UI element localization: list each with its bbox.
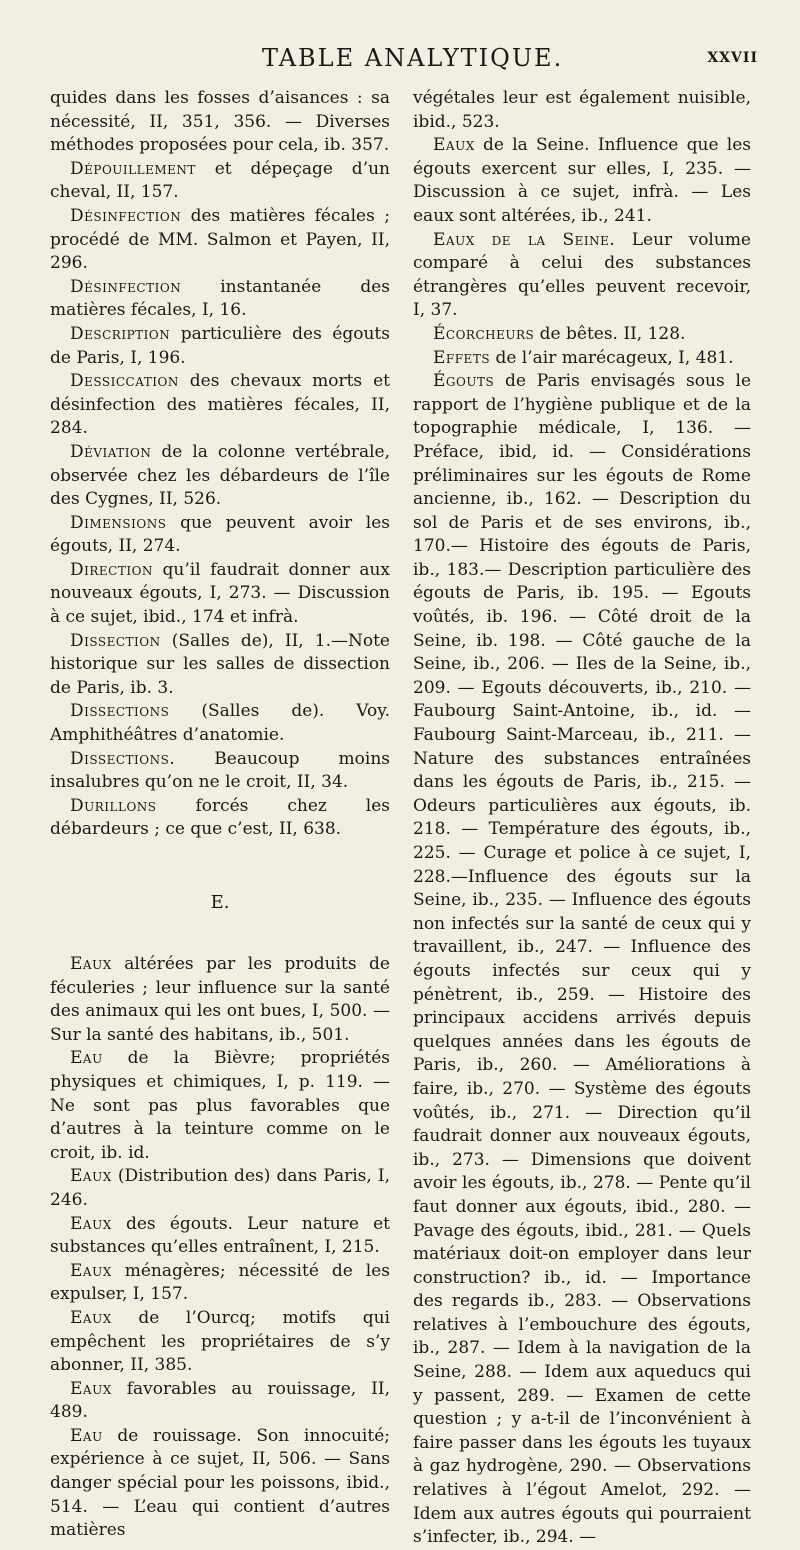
entry-headword: Durillons	[70, 795, 157, 816]
entry-headword: Dissections.	[70, 748, 176, 769]
left-entries-before	[50, 87, 390, 842]
entry-text: de l’air marécageux, I, 481.	[490, 347, 734, 368]
entry-headword: Déviation	[70, 441, 152, 462]
entry-text: de bêtes. II, 128.	[534, 323, 686, 344]
entry-headword: Dissections	[70, 701, 170, 722]
index-entry	[413, 370, 751, 1550]
index-entry	[50, 1307, 390, 1378]
index-entry	[50, 370, 390, 441]
index-entry	[50, 87, 390, 158]
entry-text: de la Bièvre; propriétés physiques et chimiques, I, p. 119. — Ne sont pas plus favorables que d’autres à la teinture comme on le croit, ib. id.	[50, 1048, 390, 1163]
index-entry	[50, 1260, 390, 1307]
index-entry	[50, 630, 390, 701]
entry-text: de l’Ourcq; motifs qui empêchent les propriétaires de s’y abonner, II, 385.	[50, 1307, 390, 1376]
entry-text: de la colonne vertébrale, observée chez les débardeurs de l’île des Cygnes, II, 526.	[50, 441, 390, 510]
index-entry	[50, 953, 390, 1047]
entry-headword: Eau	[70, 1425, 103, 1446]
index-entry	[50, 748, 390, 795]
entry-text: qu’il faudrait donner aux nouveaux égouts, I, 273. — Discussion à ce sujet, ibid., 174 et infrà.	[50, 559, 390, 628]
page-number: XXVII	[707, 50, 758, 66]
entry-text: que peuvent avoir les égouts, II, 274.	[50, 512, 390, 557]
entry-headword: Description	[70, 323, 171, 344]
entry-headword: Dessiccation	[70, 371, 179, 392]
entry-text: (Salles de), II, 1.—Note historique sur les salles de dissection de Paris, ib. 3.	[50, 630, 390, 698]
left-entries-after	[50, 953, 390, 1543]
index-entry	[413, 229, 751, 323]
index-entry	[50, 205, 390, 276]
entry-text: Leur volume comparé à celui des substances étrangères qu’elles peuvent recevoir, I, 37.	[413, 229, 751, 321]
index-entry	[413, 323, 751, 347]
index-entry	[50, 795, 390, 842]
left-column	[50, 87, 390, 1543]
index-entry	[50, 1378, 390, 1425]
entry-headword: Eaux	[433, 135, 475, 156]
entry-text: végétales leur est également nuisible, ibid., 523.	[413, 88, 751, 132]
entry-text: quides dans les fosses d’aisances : sa nécessité, II, 351, 356. — Diverses méthodes proposées pour cela, ib. 357.	[50, 88, 390, 156]
index-entry	[413, 347, 751, 371]
index-entry	[50, 276, 390, 323]
entry-text: favorables au rouissage, II, 489.	[50, 1378, 390, 1423]
entry-headword: Effets	[433, 347, 491, 368]
entry-text: ménagères; nécessité de les expulser, I, 157.	[50, 1260, 390, 1305]
entry-text: instantanée des matières fécales, I, 16.	[50, 276, 390, 321]
entry-headword: Dissection	[70, 630, 161, 651]
index-entry	[50, 559, 390, 630]
entry-text: Beaucoup moins insalubres qu’on ne le croit, II, 34.	[50, 748, 390, 793]
right-entries	[413, 87, 751, 1550]
index-entry	[50, 1213, 390, 1260]
entry-headword: Égouts	[433, 371, 495, 392]
entry-headword: Dimensions	[70, 512, 167, 533]
index-entry	[50, 441, 390, 512]
index-entry	[50, 1425, 390, 1543]
entry-headword: Désinfection	[70, 276, 182, 297]
index-entry	[50, 1047, 390, 1165]
entry-headword: Écorcheurs	[433, 323, 535, 344]
section-letter-e: E.	[210, 892, 230, 913]
index-entry	[50, 158, 390, 205]
entry-text: (Salles de). Voy. Amphithéâtres d’anatomie.	[50, 701, 390, 746]
entry-text: (Distribution des) dans Paris, I, 246.	[50, 1166, 390, 1210]
entry-text: des matières fécales ; procédé de MM. Salmon et Payen, II, 296.	[50, 205, 390, 274]
entry-text: forcés chez les débardeurs ; ce que c’est, II, 638.	[50, 795, 390, 840]
index-entry	[50, 512, 390, 559]
entry-headword: Désinfection	[70, 205, 182, 226]
entry-headword: Direction	[70, 559, 153, 580]
entry-headword: Eaux	[70, 1213, 112, 1234]
entry-headword: Eaux	[70, 1378, 112, 1399]
index-entry	[50, 323, 390, 370]
entry-text: des égouts. Leur nature et substances qu’elles entraînent, I, 215.	[50, 1213, 390, 1258]
entry-headword: Dépouillement	[70, 158, 196, 179]
entry-headword: Eaux	[70, 1307, 112, 1328]
entry-text: des chevaux morts et désinfection des matières fécales, II, 284.	[50, 371, 390, 439]
running-header	[0, 44, 800, 84]
entry-headword: Eaux	[70, 1260, 112, 1281]
entry-text: de Paris envisagés sous le rapport de l’hygiène publique et de la topographie médicale, I, 136. — Préface, ibid, id. — Considérations préliminaires sur les égouts de Rome ancienne, ib., 162. — Description du sol de Paris et de ses environs, ib., 170.— Histoire des égouts de Paris, ib., 183.— Description particulière des égouts de Paris, ib. 195. — Egouts voûtés, ib. 196. — Côté droit de la Seine, ib. 198. — Côté gauche de la Seine, ib., 206. — Iles de la Seine, ib., 209. — Egouts découverts, ib., 210. — Faubourg Saint-Antoine, ib., id. — Faubourg Saint-Marceau, ib., 211. — Nature des substances entraînées dans les égouts de Paris, ib., 215. — Odeurs particulières aux égouts, ib. 218. — Température des égouts, ib., 225. — Curage et police à ce sujet, I, 228.—Influence des égouts sur la Seine, ib., 235. — Influence des égouts non infectés sur la santé de ceux qui y travaillent, ib., 247. — Influence des égouts infectés sur ceux qui y pénètrent, ib., 259. — Histoire des principaux accidens arrivés depuis quelques années dans les égouts de Paris, ib., 260. — Améliorations à faire, ib., 270. — Système des égouts voûtés, ib., 271. — Direction qu’il faudrait donner aux nouveaux égouts, ib., 273. — Dimensions que doivent avoir les égouts, ib., 278. — Pente qu’il faut donner aux égouts, ibid., 280. — Pavage des égouts, ibid., 281. — Quels matériaux doit-on employer dans leur construction? ib., id. — Importance des regards ib., 283. — Observations relatives à l’embouchure des égouts, ib., 287. — Idem à la navigation de la Seine, 288. — Idem aux aqueducs qui y passent, 289. — Examen de cette question ; y a-t-il de l’inconvénient à faire passer dans les égouts les tuyaux à gaz hydrogène, 290. — Observations relatives à l’égout Amelot, 292. — Idem aux autres égouts qui pourraient s’infecter, ib., 294. —	[413, 371, 751, 1548]
index-entry	[413, 134, 751, 228]
entry-text: et dépeçage d’un cheval, II, 157.	[50, 158, 390, 203]
index-entry	[50, 1165, 390, 1212]
entry-headword: Eaux de la Seine.	[433, 229, 616, 250]
entry-text: de la Seine. Influence que les égouts exercent sur elles, I, 235. — Discussion à ce sujet, infrà. — Les eaux sont altérées, ib., 241.	[413, 135, 751, 226]
entry-headword: Eau	[70, 1048, 103, 1069]
entry-text: altérées par les produits de féculeries ; leur influence sur la santé des animaux qui les ont bues, I, 500. — Sur la santé des habitans, ib., 501.	[50, 954, 390, 1045]
page-title: TABLE ANALYTIQUE.	[262, 44, 564, 72]
index-entry	[413, 87, 751, 134]
right-column	[413, 87, 751, 1550]
entry-headword: Eaux	[70, 954, 112, 974]
entry-text: particulière des égouts de Paris, I, 196.	[50, 323, 390, 368]
entry-text: de rouissage. Son innocuité; expérience à ce sujet, II, 506. — Sans danger spécial pour les poissons, ibid., 514. — L’eau qui contient d’autres matières	[50, 1425, 390, 1541]
index-entry	[50, 700, 390, 747]
entry-headword: Eaux	[70, 1166, 112, 1187]
